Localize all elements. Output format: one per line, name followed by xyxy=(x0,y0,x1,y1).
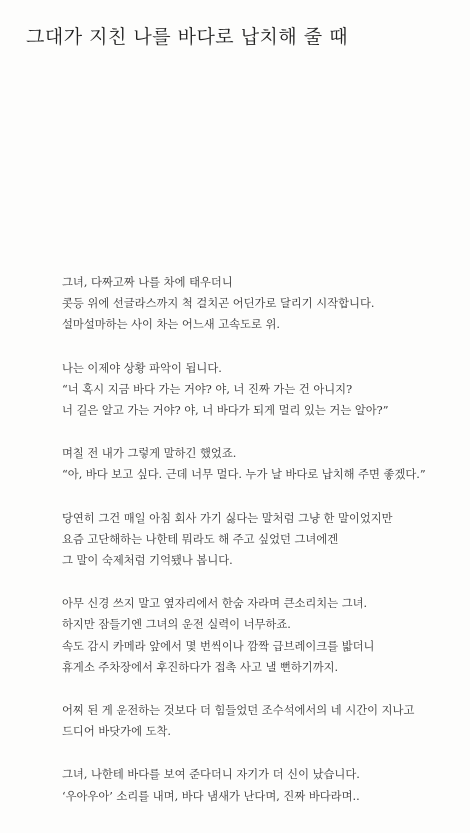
chapter-title: 그대가 지친 나를 바다로 납치해 줄 때 xyxy=(26,26,349,48)
paragraph-5 xyxy=(62,593,462,678)
paragraph-6 xyxy=(62,700,462,742)
text-line: 며칠 전 내가 그렇게 말하긴 했었죠. xyxy=(62,447,237,461)
text-line: 그녀, 다짜고짜 나를 차에 태우더니 xyxy=(62,276,233,289)
text-line: 어찌 된 게 운전하는 것보다 더 힘들었던 조수석에서의 네 시간이 지나고 xyxy=(62,704,415,718)
paragraph-1 xyxy=(62,272,462,336)
text-line: 설마설마하는 사이 차는 어느새 고속도로 위. xyxy=(62,318,280,332)
text-line: 나는 이제야 상황 파악이 됩니다. xyxy=(62,361,222,375)
text-line: ‘우아우아’ 소리를 내며, 바다 냄새가 난다며, 진짜 바다라며.. xyxy=(62,789,360,803)
text-line: 요즘 고단해하는 나한테 뭐라도 해 주고 싶었던 그녀에겐 xyxy=(62,532,339,546)
text-line: 드디어 바닷가에 도착. xyxy=(62,725,171,739)
text-line: 콧등 위에 선글라스까지 척 걸치곤 어딘가로 달리기 시작합니다. xyxy=(62,297,375,311)
paragraph-3 xyxy=(62,443,462,485)
text-line: 속도 감시 카메라 앞에서 몇 번씩이나 깜짝 급브레이크를 밟더니 xyxy=(62,639,375,653)
paragraph-4 xyxy=(62,508,462,572)
text-line: 너 길은 알고 가는 거야? 야, 너 바다가 되게 멀리 있는 거는 알아?” xyxy=(62,404,389,418)
text-line: 그 말이 숙제처럼 기억됐나 봅니다. xyxy=(62,554,233,568)
text-line: 당연히 그건 매일 아침 회사 가기 싫다는 말처럼 그냥 한 말이었지만 xyxy=(62,511,393,525)
text-line: “너 혹시 지금 바다 가는 거야? 야, 너 진짜 가는 건 아니지? xyxy=(62,382,353,396)
text-line: 아무 신경 쓰지 말고 옆자리에서 한숨 자라며 큰소리치는 그녀. xyxy=(62,597,368,611)
text-line: 휴게소 주차장에서 후진하다가 접촉 사고 낼 뻔하기까지. xyxy=(62,660,339,674)
text-line: 하지만 잠들기엔 그녀의 운전 실력이 너무하죠. xyxy=(62,618,291,632)
text-line: “아, 바다 보고 싶다. 근데 너무 멀다. 누가 날 바다로 납치해 주면 좋겠다.” xyxy=(62,468,426,482)
paragraph-7 xyxy=(62,764,462,806)
text-line: 그녀, 나한테 바다를 보여 준다더니 자기가 더 신이 났습니다. xyxy=(62,768,360,782)
body-text xyxy=(62,272,462,829)
paragraph-2 xyxy=(62,358,462,422)
